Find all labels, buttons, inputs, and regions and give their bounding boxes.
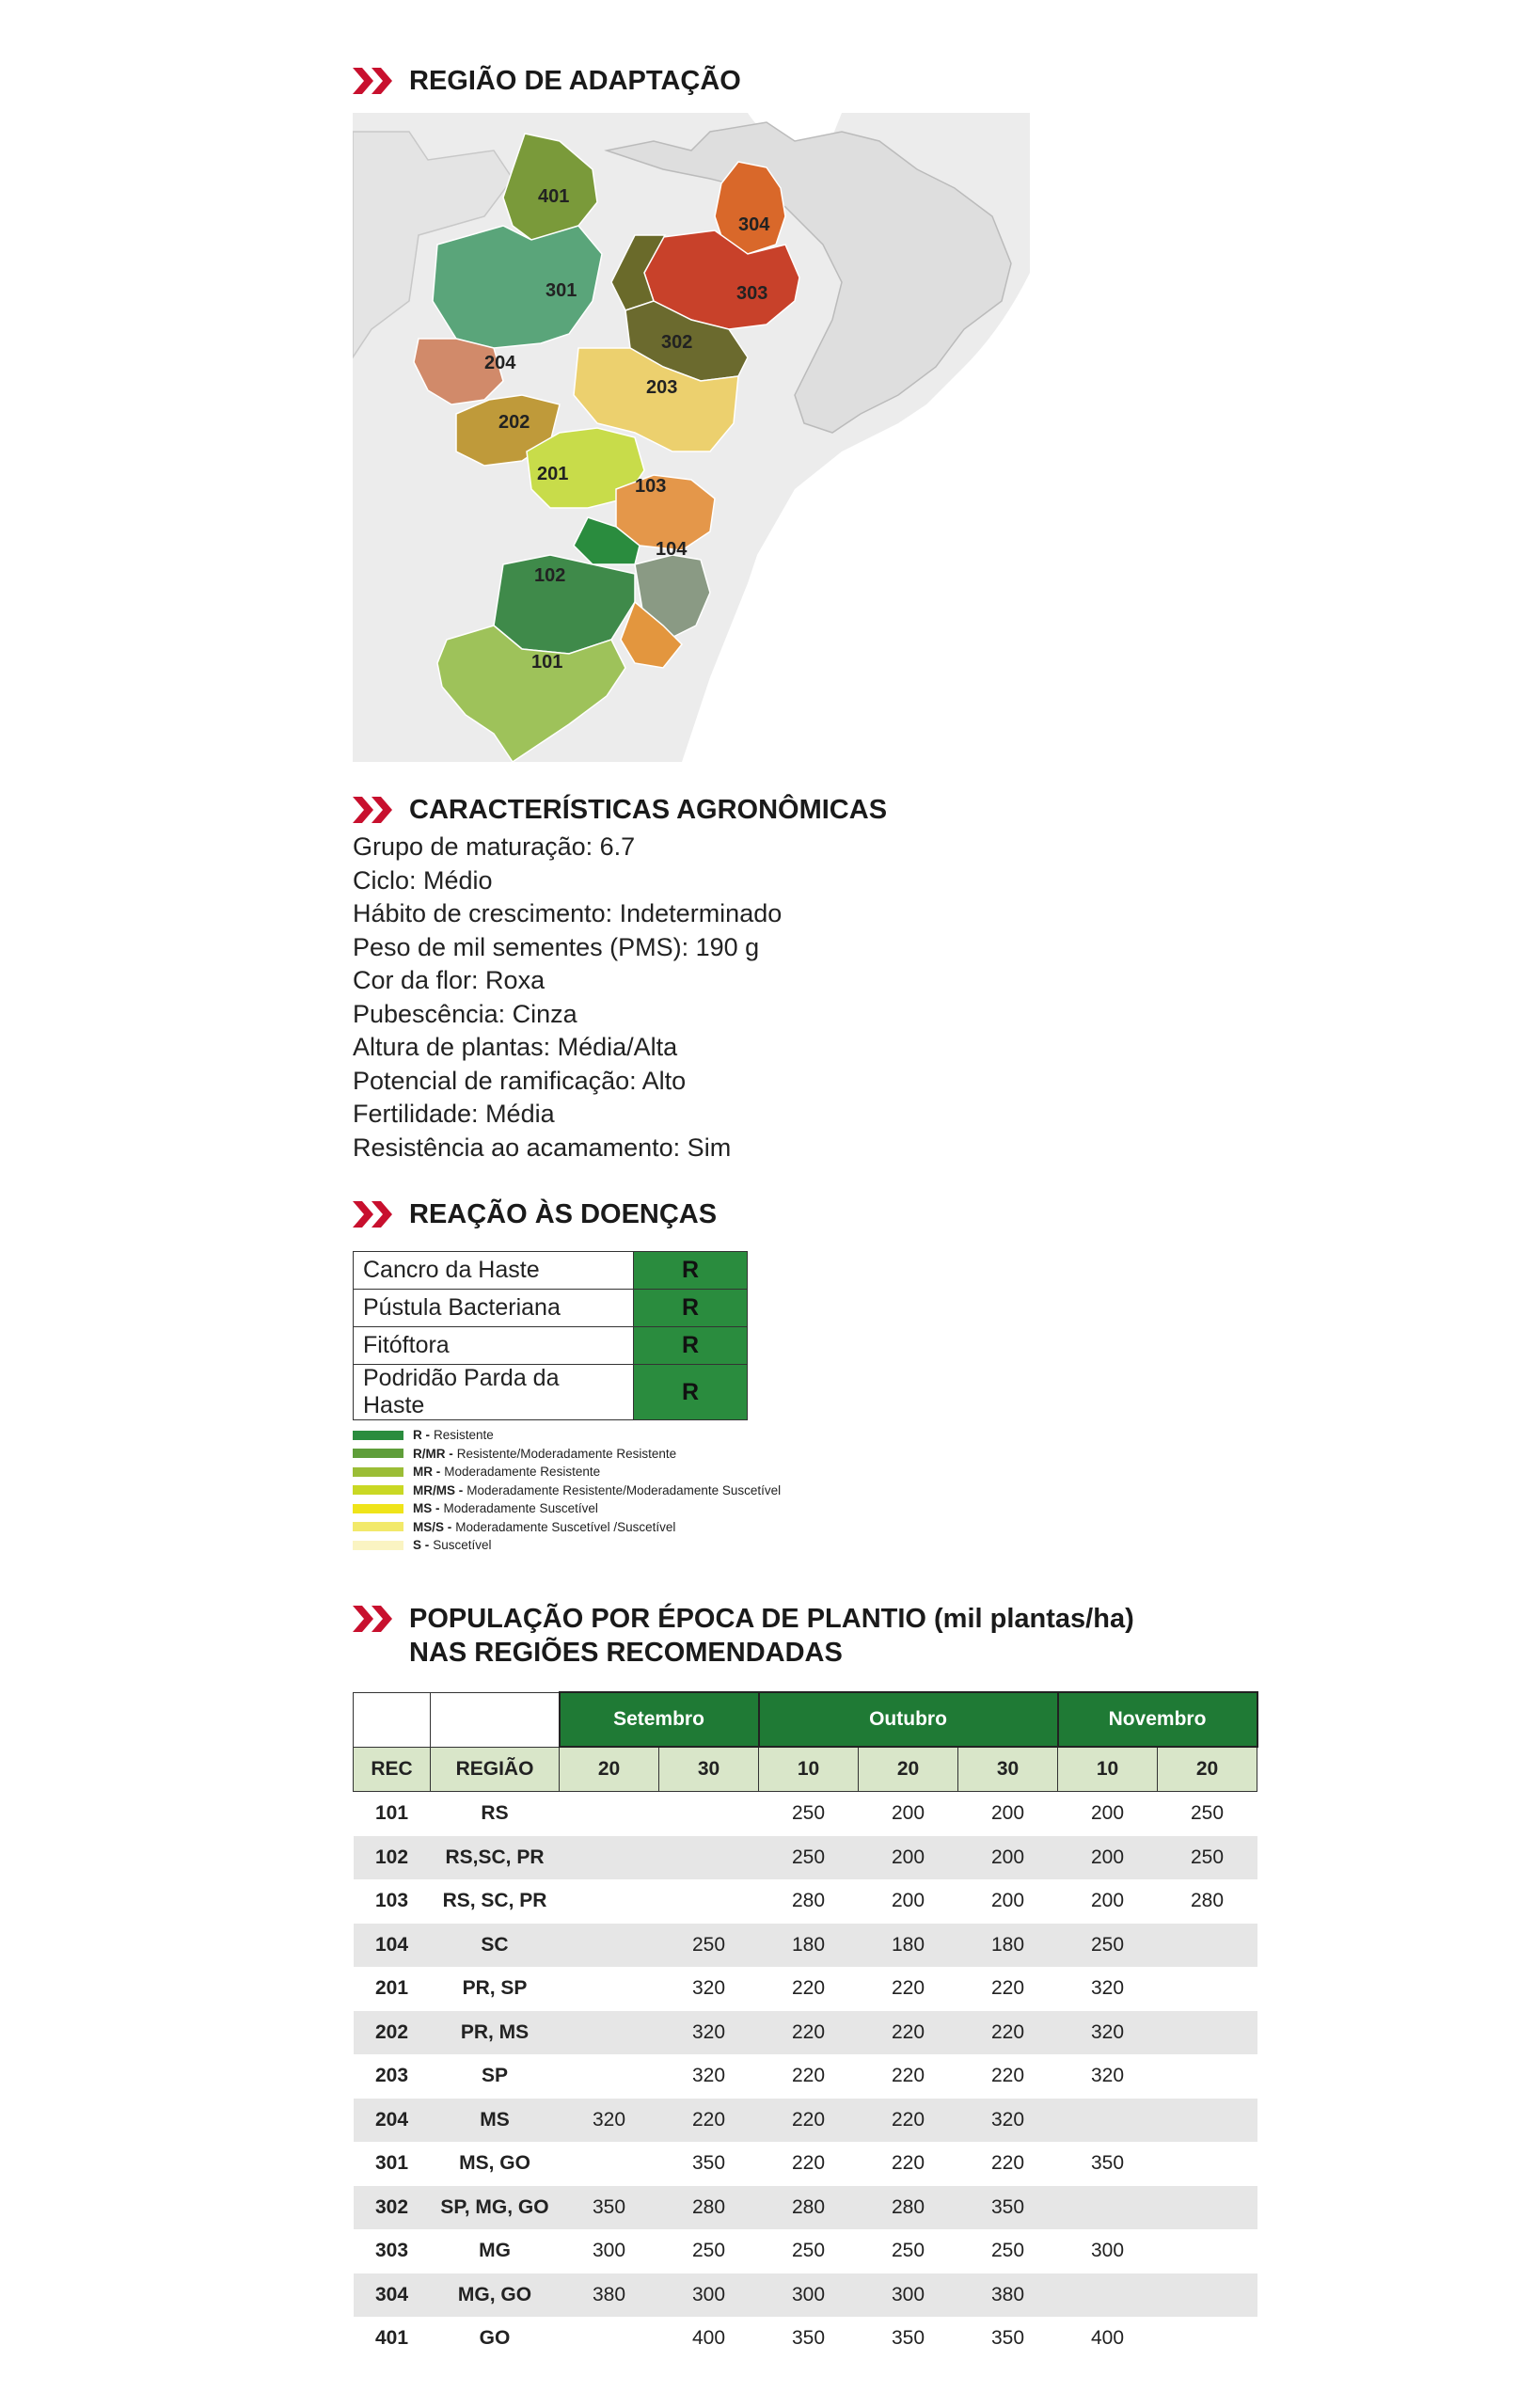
population-cell: 250	[659, 1924, 759, 1968]
population-cell: 220	[891, 2065, 925, 2087]
legend-swatch	[353, 1541, 403, 1550]
population-cell: 350	[1090, 2152, 1125, 2175]
legend-swatch	[353, 1504, 403, 1513]
population-cell: 320	[691, 2065, 726, 2087]
region-cell: SC	[431, 1924, 560, 1968]
table-row	[354, 2186, 1257, 2230]
legend-text: Moderadamente Suscetível	[443, 1501, 598, 1516]
table-row	[354, 1327, 748, 1365]
population-cell: 280	[659, 2186, 759, 2230]
table-row	[354, 2099, 1257, 2143]
population-cell: 200	[1090, 1890, 1125, 1912]
population-cell: 320	[1090, 1977, 1125, 2000]
legend-item	[353, 1463, 781, 1481]
legend-code: S -	[413, 1538, 430, 1553]
legend-item	[353, 1426, 781, 1445]
population-cell	[1158, 2054, 1257, 2099]
column-header-rec: REC	[354, 1747, 431, 1792]
rec-cell: 301	[374, 2152, 409, 2175]
column-header-day: 10	[759, 1747, 859, 1792]
population-cell: 280	[759, 2186, 859, 2230]
agro-line: Grupo de maturação: 6.7	[353, 832, 636, 861]
population-cell: 280	[791, 1890, 826, 1912]
population-cell	[560, 1879, 659, 1924]
population-cell: 320	[659, 2011, 759, 2055]
population-cell: 380	[560, 2273, 659, 2318]
population-cell: 350	[560, 2186, 659, 2230]
agro-line: Pubescência: Cinza	[353, 999, 577, 1028]
agro-line: Hábito de crescimento: Indeterminado	[353, 899, 783, 927]
rec-cell: 302	[354, 2186, 431, 2230]
population-cell: 220	[891, 1977, 925, 2000]
rec-cell: 201	[374, 1977, 409, 2000]
population-cell	[1158, 2011, 1257, 2055]
legend-item	[353, 1481, 781, 1500]
section-title-text: REGIÃO DE ADAPTAÇÃO	[409, 66, 741, 96]
population-cell: 250	[691, 2240, 726, 2262]
population-cell: 280	[1190, 1890, 1225, 1912]
population-cell: 200	[990, 1890, 1025, 1912]
map-label-103: 103	[635, 476, 667, 497]
population-cell: 300	[1090, 2240, 1125, 2262]
table-row	[354, 1924, 1257, 1968]
legend-code: MR/MS -	[413, 1482, 464, 1497]
disease-reaction: R	[634, 1327, 748, 1365]
population-cell: 220	[990, 2152, 1025, 2175]
population-cell: 200	[891, 1890, 925, 1912]
month-header-novembro: Novembro	[1058, 1692, 1257, 1747]
column-header-day: 20	[560, 1747, 659, 1792]
header-blank-cell	[354, 1692, 431, 1747]
agro-line: Ciclo: Médio	[353, 865, 493, 895]
population-cell: 400	[1090, 2327, 1125, 2350]
legend-swatch	[353, 1449, 403, 1458]
population-cell: 250	[759, 1836, 859, 1880]
population-cell: 180	[759, 1924, 859, 1968]
table-row	[354, 1365, 748, 1420]
legend-text: Resistente/Moderadamente Resistente	[456, 1446, 677, 1461]
legend-text: Moderadamente Resistente	[444, 1465, 601, 1480]
population-cell: 200	[1090, 1802, 1125, 1825]
rec-cell: 104	[354, 1924, 431, 1968]
month-header-row	[354, 1692, 1257, 1747]
population-cell: 220	[990, 1977, 1025, 2000]
map-label-101: 101	[531, 652, 563, 673]
column-header-day: 10	[1058, 1747, 1158, 1792]
population-cell: 220	[659, 2099, 759, 2143]
column-header-regiao: REGIÃO	[431, 1747, 560, 1792]
population-cell	[560, 1792, 659, 1836]
population-cell: 320	[560, 2099, 659, 2143]
rec-cell: 204	[354, 2099, 431, 2143]
agro-line: Cor da flor: Roxa	[353, 966, 546, 994]
legend-swatch	[353, 1522, 403, 1531]
population-cell	[1158, 2186, 1257, 2230]
population-cell	[1058, 2273, 1158, 2318]
population-cell	[560, 1836, 659, 1880]
column-header-day: 20	[1158, 1747, 1257, 1792]
population-cell: 220	[759, 2011, 859, 2055]
population-cell	[1158, 2229, 1257, 2273]
region-cell: RS,SC, PR	[431, 1836, 560, 1880]
section-title-text: CARACTERÍSTICAS AGRONÔMICAS	[409, 795, 888, 825]
population-cell: 350	[791, 2327, 826, 2350]
population-cell	[560, 1924, 659, 1968]
legend-item	[353, 1536, 781, 1555]
region-cell: MG, GO	[431, 2273, 560, 2318]
disease-reaction: R	[634, 1365, 748, 1420]
agro-line: Resistência ao acamamento: Sim	[353, 1133, 732, 1162]
section-title-region	[353, 64, 741, 98]
population-cell: 350	[891, 2327, 925, 2350]
population-cell: 250	[1158, 1836, 1257, 1880]
rec-cell: 101	[374, 1802, 409, 1825]
map-label-304: 304	[738, 214, 770, 235]
column-header-row	[354, 1747, 1257, 1792]
population-cell	[1158, 2317, 1257, 2361]
population-cell: 220	[990, 2065, 1025, 2087]
population-cell	[560, 2011, 659, 2055]
map-label-302: 302	[661, 332, 693, 353]
population-cell	[1158, 2099, 1257, 2143]
map-label-104: 104	[656, 539, 688, 560]
legend-code: R -	[413, 1428, 430, 1443]
chevron-icon	[353, 1197, 402, 1231]
region-cell: GO	[479, 2327, 511, 2350]
population-cell: 220	[791, 2065, 826, 2087]
month-header-outubro: Outubro	[759, 1692, 1058, 1747]
population-cell: 250	[791, 2240, 826, 2262]
reaction-legend	[353, 1426, 781, 1555]
population-cell: 220	[791, 2152, 826, 2175]
chevron-icon	[353, 793, 402, 827]
population-cell: 380	[958, 2273, 1058, 2318]
population-cell: 220	[891, 2152, 925, 2175]
map-label-401: 401	[538, 186, 570, 207]
population-cell: 220	[791, 1977, 826, 2000]
population-cell: 250	[1058, 1924, 1158, 1968]
legend-code: MR -	[413, 1465, 441, 1480]
section-title-text: REAÇÃO ÀS DOENÇAS	[409, 1199, 718, 1229]
population-cell: 250	[791, 1802, 826, 1825]
population-cell: 200	[891, 1802, 925, 1825]
region-cell: RS, SC, PR	[442, 1890, 547, 1912]
map-label-303: 303	[736, 283, 768, 304]
table-row	[354, 1967, 1257, 2011]
population-cell: 180	[859, 1924, 958, 1968]
population-cell	[1058, 2186, 1158, 2230]
population-cell: 180	[958, 1924, 1058, 1968]
population-cell: 300	[759, 2273, 859, 2318]
disease-name: Fitóftora	[354, 1327, 634, 1365]
legend-swatch	[353, 1467, 403, 1477]
population-cell	[560, 2142, 659, 2186]
rec-cell: 303	[374, 2240, 409, 2262]
agro-line: Altura de plantas: Média/Alta	[353, 1033, 678, 1061]
legend-code: R/MR -	[413, 1446, 453, 1461]
population-cell: 350	[691, 2152, 726, 2175]
map-label-102: 102	[534, 565, 566, 586]
table-row	[354, 2011, 1257, 2055]
agronomic-characteristics	[353, 831, 782, 1164]
population-cell	[1158, 1924, 1257, 1968]
agro-line: Potencial de ramificação: Alto	[353, 1066, 687, 1095]
population-cell: 200	[859, 1836, 958, 1880]
population-cell: 300	[592, 2240, 626, 2262]
month-header-setembro: Setembro	[560, 1692, 759, 1747]
population-table	[353, 1691, 1258, 2361]
population-cell: 200	[958, 1836, 1058, 1880]
population-cell: 320	[958, 2099, 1058, 2143]
disease-reaction: R	[634, 1252, 748, 1290]
chevron-icon	[353, 64, 402, 98]
map-label-301: 301	[546, 280, 577, 301]
rec-cell: 202	[354, 2011, 431, 2055]
legend-swatch	[353, 1431, 403, 1440]
legend-item	[353, 1518, 781, 1537]
region-cell: SP, MG, GO	[431, 2186, 560, 2230]
table-row	[354, 1879, 1257, 1924]
adaptation-region-map	[353, 113, 1030, 771]
column-header-day: 20	[859, 1747, 958, 1792]
population-cell	[560, 2054, 659, 2099]
region-cell: SP	[481, 2065, 508, 2087]
legend-text: Resistente	[434, 1428, 494, 1443]
population-cell	[1158, 2142, 1257, 2186]
disease-name: Pústula Bacteriana	[354, 1290, 634, 1327]
rec-cell: 401	[374, 2327, 409, 2350]
chevron-icon	[353, 1602, 402, 1636]
rec-cell: 203	[374, 2065, 409, 2087]
legend-text: Moderadamente Suscetível /Suscetível	[455, 1519, 676, 1534]
section-title-line1: POPULAÇÃO POR ÉPOCA DE PLANTIO (mil plantas/ha)	[409, 1604, 1134, 1634]
agro-line: Fertilidade: Média	[353, 1100, 555, 1128]
population-cell: 220	[958, 2011, 1058, 2055]
map-label-203: 203	[646, 377, 678, 398]
region-cell: MS	[431, 2099, 560, 2143]
region-cell: MG	[479, 2240, 511, 2262]
population-cell	[1158, 1967, 1257, 2011]
population-cell: 350	[990, 2327, 1025, 2350]
table-row	[354, 2229, 1257, 2273]
rec-cell: 102	[354, 1836, 431, 1880]
population-cell: 250	[891, 2240, 925, 2262]
agro-line: Peso de mil sementes (PMS): 190 g	[353, 932, 760, 961]
section-title-population	[353, 1602, 1134, 1670]
legend-text: Suscetível	[433, 1538, 492, 1553]
disease-reaction-table	[353, 1251, 748, 1420]
disease-name: Cancro da Haste	[354, 1252, 634, 1290]
region-cell: MS, GO	[459, 2152, 530, 2175]
map-label-204: 204	[484, 353, 516, 373]
population-cell: 350	[958, 2186, 1058, 2230]
population-cell: 300	[659, 2273, 759, 2318]
legend-item	[353, 1499, 781, 1518]
population-cell: 220	[859, 2011, 958, 2055]
population-cell	[659, 1836, 759, 1880]
population-cell	[1158, 2273, 1257, 2318]
population-cell	[560, 2317, 659, 2361]
population-cell: 320	[1058, 2011, 1158, 2055]
population-cell: 400	[691, 2327, 726, 2350]
legend-text: Moderadamente Resistente/Moderadamente Suscetível	[466, 1482, 782, 1497]
header-blank-cell	[431, 1692, 560, 1747]
population-cell: 200	[1058, 1836, 1158, 1880]
table-row	[354, 2317, 1257, 2361]
column-header-day: 30	[659, 1747, 759, 1792]
population-cell: 300	[859, 2273, 958, 2318]
region-cell: RS	[481, 1802, 509, 1825]
population-cell: 320	[1090, 2065, 1125, 2087]
population-cell	[659, 1879, 759, 1924]
legend-code: MS/S -	[413, 1519, 452, 1534]
population-cell: 280	[859, 2186, 958, 2230]
legend-swatch	[353, 1485, 403, 1495]
table-row	[354, 1290, 748, 1327]
disease-reaction: R	[634, 1290, 748, 1327]
population-cell	[1058, 2099, 1158, 2143]
table-row	[354, 1792, 1257, 1836]
rec-cell: 103	[374, 1890, 409, 1912]
column-header-day: 30	[958, 1747, 1058, 1792]
table-row	[354, 1252, 748, 1290]
map-label-202: 202	[498, 412, 530, 433]
table-row	[354, 2273, 1257, 2318]
population-cell: 220	[759, 2099, 859, 2143]
legend-code: MS -	[413, 1501, 440, 1516]
population-cell: 320	[691, 1977, 726, 2000]
table-row	[354, 1836, 1257, 1880]
rec-cell: 304	[354, 2273, 431, 2318]
population-cell	[659, 1792, 759, 1836]
population-cell: 200	[990, 1802, 1025, 1825]
population-cell: 220	[859, 2099, 958, 2143]
population-cell: 250	[990, 2240, 1025, 2262]
population-cell: 250	[1190, 1802, 1225, 1825]
section-title-disease	[353, 1197, 717, 1231]
disease-name: Podridão Parda da Haste	[354, 1365, 634, 1420]
section-title-line2: NAS REGIÕES RECOMENDADAS	[409, 1638, 843, 1668]
legend-item	[353, 1445, 781, 1464]
table-row	[354, 2142, 1257, 2186]
map-label-201: 201	[537, 464, 569, 484]
population-cell	[560, 1967, 659, 2011]
section-title-agro	[353, 793, 887, 827]
region-cell: PR, SP	[462, 1977, 528, 2000]
population-table-body	[354, 1792, 1257, 2361]
region-cell: PR, MS	[431, 2011, 560, 2055]
table-row	[354, 2054, 1257, 2099]
